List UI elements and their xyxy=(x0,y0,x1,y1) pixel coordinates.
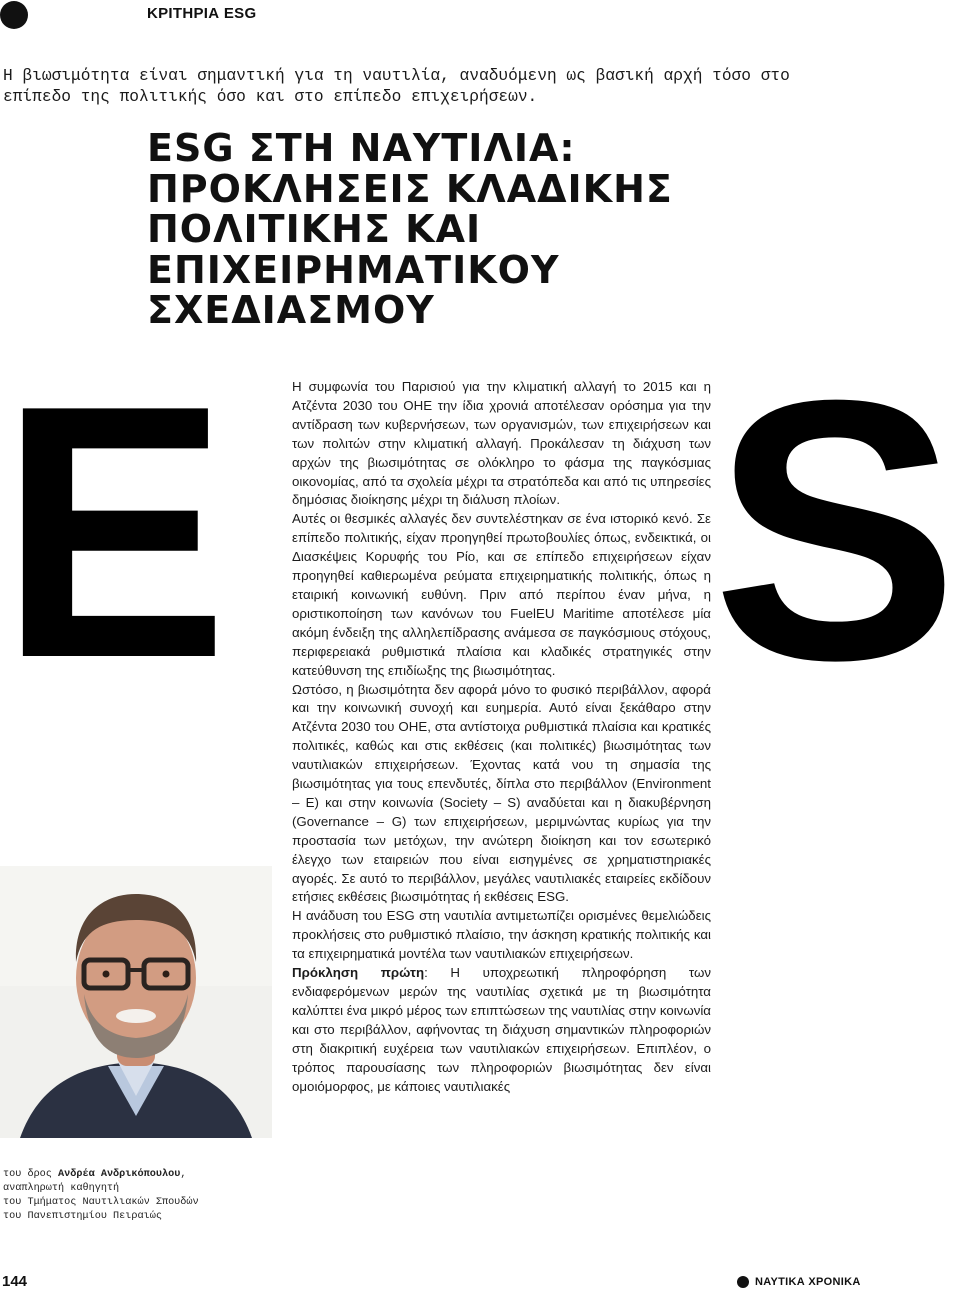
author-photo-icon xyxy=(0,866,272,1138)
article-headline xyxy=(147,128,787,331)
headline-line: ΠΟΛΙΤΙΚΗΣ ΚΑΙ xyxy=(147,207,482,251)
article-paragraph: Η συμφωνία του Παρισιού για την κλιματική αλλαγή το 2015 και η Ατζέντα 2030 του ΟΗΕ την ίδια χρονιά αποτέλεσαν ορόσημα για την αντίδραση των κυβερνήσεων, των οργανισμών, των επιχειρήσεων και των πολιτών στην κλιματική αλλαγή. Προκάλεσαν τη διάχυση των αρχών της βιωσιμότητας σε ολόκληρο το φάσμα της παγκόσμιας οικονομίας, από τα σχολεία μέχρι τα στρατόπεδα και από τις υπηρεσίες δημόσιας διοίκησης μέχρι τη διάλυση πλοίων. xyxy=(292,379,711,508)
magazine-logo-icon xyxy=(0,1,28,29)
article-paragraph: Η ανάδυση του ESG στη ναυτιλία αντιμετωπίζει ορισμένες θεμελιώδεις προκλήσεις στο ρυθμιστικό πλαίσιο, την άσκηση κρατικής πολιτικής και τα επιχειρηματικά μοντέλα των ναυτιλιακών επιχειρήσεων. xyxy=(292,908,711,962)
lead-line: επίπεδο της πολιτικής όσο και στο επίπεδο επιχειρήσεων. xyxy=(3,88,538,106)
caption-suffix: , xyxy=(180,1169,187,1180)
headline-line: ΠΡΟΚΛΗΣΕΙΣ ΚΛΑΔΙΚΗΣ xyxy=(147,166,673,211)
page-number: 144 xyxy=(2,1273,28,1290)
section-label: ΚΡΙΤΗΡΙΑ ESG xyxy=(147,5,257,22)
headline-line: ΣΧΕΔΙΑΣΜΟΥ xyxy=(147,288,435,332)
brand-name: ΝΑΥΤΙΚΑ ΧΡΟΝΙΚΑ xyxy=(755,1276,861,1288)
caption-line: αναπληρωτή καθηγητή xyxy=(3,1183,120,1194)
article-paragraph xyxy=(292,964,711,1096)
article-paragraph: Ωστόσο, η βιωσιμότητα δεν αφορά μόνο το φυσικό περιβάλλον, αφορά και την κοινωνική συνοχή και ευημερία. Αυτό είναι ξεκάθαρο στην Ατζέντα 2030 του ΟΗΕ, στα αντίστοιχα ρυθμιστικά πλαίσια και κρατικές πολιτικές, καθώς και στις εκθέσεις (και πολιτικές) βιωσιμότητας των ναυτιλιακών επιχειρήσεων. Έχοντας κατά νου τη σημασία της βιωσιμότητας για τους επενδυτές, δίπλα στο περιβάλλον (Environment – E) και στην κοινωνία (Society – S) αναδύεται και η διακυβέρνηση (Governance – G) των επιχειρήσεων, μεριμνώντας κυρίως για την προστασία των μετόχων, την ανώτερη διοίκηση και τον εσωτερικό έλεγχο των εταιρειών που είναι εισηγμένες σε χρηματιστηριακές αγορές. Σε αυτό το περιβάλλον, μεγάλες ναυτιλιακές εταιρείες εκδίδουν ετήσιες εκθέσεις βιωσιμότητας ή εκθέσεις ESG. xyxy=(292,681,711,905)
headline-line: ESG ΣΤΗ ΝΑΥΤΙΛΙΑ: xyxy=(147,126,576,170)
challenge-text: : Η υποχρεωτική πληροφόρηση των ενδιαφερόμενων μερών της ναυτιλίας σχετικά με τη βιωσιμότητα καλύπτει ένα μικρό μέρος των επιπτώσεων της ναυτιλίας στην κοινωνία και στο περιβάλλον, αφήνοντας τη διάχυση σημαντικών πληροφοριών στη διακριτική ευχέρεια των ναυτιλιακών επιχειρήσεων. Επιπλέον, ο τρόπος παρουσίασης των πληροφοριών βιωσιμότητας δεν είναι ομοιόμορφος, με κάποιες ναυτιλιακές xyxy=(292,965,711,1094)
caption-line xyxy=(3,1168,273,1182)
caption-prefix: του δρος xyxy=(3,1169,59,1180)
author-name: Ανδρέα Ανδρικόπουλου xyxy=(58,1169,181,1180)
lead-line: Η βιωσιμότητα είναι σημαντική για τη ναυτιλία, αναδυόμενη ως βασική αρχή τόσο στο xyxy=(3,67,790,85)
article-paragraph: Αυτές οι θεσμικές αλλαγές δεν συντελέστηκαν σε ένα ιστορικό κενό. Σε επίπεδο πολιτικής, είχαν προηγηθεί πρωτοβουλίες όπως, ενδεικτικά, οι Διασκέψεις Κορυφής του Ρίο, και σε επίπεδο επιχειρήσεων είχαν προηγηθεί καθιερωμένα ρεύματα επιχειρηματικής πολιτικής, όπως η εταιρική κοινωνική ευθύνη. Πριν από περίπου έναν μήνα, η οριστικοποίηση των κανόνων του FuelEU Maritime αποτέλεσε μία ακόμη ένδειξη της αλληλεπίδρασης ανάμεσα σε παγκόσμιους στόχους, περιφερειακά ρυθμιστικά πλαίσια και κλαδικές στρατηγικές στην κατεύθυνση της επιδίωξης της βιωσιμότητας. xyxy=(292,511,711,678)
headline-line: ΕΠΙΧΕΙΡΗΜΑΤΙΚΟΥ xyxy=(147,247,560,292)
decorative-letter-e: E xyxy=(0,331,229,733)
footer-brand xyxy=(737,1276,861,1288)
brand-logo-icon xyxy=(737,1276,749,1288)
article-body xyxy=(292,378,711,1096)
decorative-letter-s: S xyxy=(712,324,959,737)
caption-line: του Τμήματος Ναυτιλιακών Σπουδών xyxy=(3,1197,199,1208)
lead-paragraph xyxy=(3,66,863,108)
author-portrait xyxy=(0,866,272,1138)
author-caption xyxy=(3,1168,273,1224)
caption-line: του Πανεπιστημίου Πειραιώς xyxy=(3,1211,162,1222)
challenge-heading: Πρόκληση πρώτη xyxy=(292,965,425,981)
